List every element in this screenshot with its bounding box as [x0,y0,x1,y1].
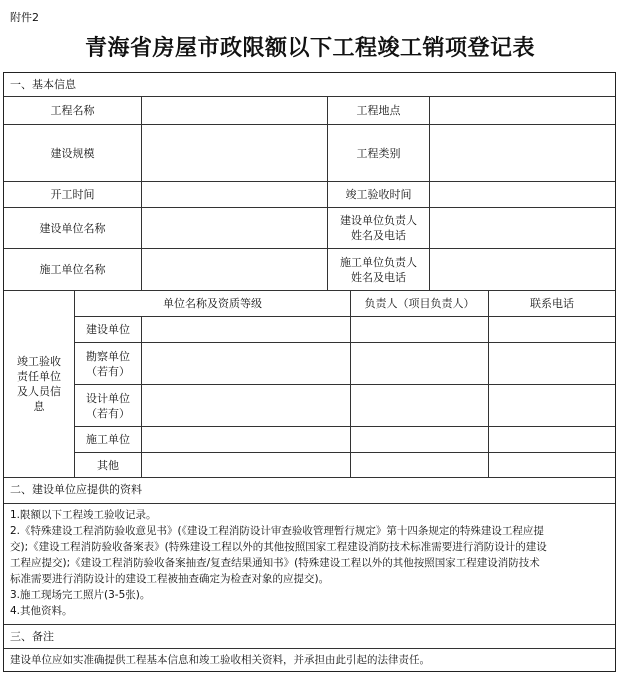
rule-7 [74,316,615,317]
attachment-label: 附件2 [10,11,39,24]
builder-contact-line-1: 建设单位负责人 [340,214,417,227]
contractor-contact-line-2: 姓名及电话 [351,270,406,284]
materials-line-2: 2.《特殊建设工程消防验收意见书》(《建设工程消防设计审查验收管理暂行规定》第十四条规定的特殊建设工程应提 [10,525,544,537]
builder-contact-label [328,208,429,248]
start-time-label: 开工时间 [50,188,95,201]
rule-8 [74,342,615,343]
col-rule-1 [141,96,142,290]
responsibility-line-2: 责任单位 [17,370,61,383]
row-contractor-label: 施工单位 [86,433,130,446]
row-surveyor-line-2: （若有） [86,364,130,378]
materials-line-4: 工程应提交);《建设工程消防验收备案抽查/复查结果通知书》(特殊建设工程以外的其他按照国家工程建设消防技术 [10,557,540,569]
col-phone-header: 联系电话 [530,297,574,310]
rule-10 [74,426,615,427]
remarks-header: 三、备注 [10,630,54,643]
responsibility-line-4: 息 [33,400,45,413]
contractor-contact-line-1: 施工单位负责人 [340,255,417,269]
materials-list [10,507,610,619]
row-surveyor-line-1: 勘察单位 [86,349,130,363]
responsibility-line-3: 及人员信 [17,385,61,398]
materials-line-7: 4.其他资料。 [10,605,73,617]
rule-9 [74,384,615,385]
project-category-label: 工程类别 [356,146,401,160]
rule-11 [74,452,615,453]
basic-info-header: 一、基本信息 [10,78,76,91]
builder-name-label: 建设单位名称 [39,221,106,235]
registration-form [3,72,616,672]
row-designer-line-2: （若有） [86,406,130,420]
rule-12 [4,477,615,478]
row-surveyor-label [75,343,141,384]
project-location-label: 工程地点 [356,104,401,117]
rule-15 [4,648,615,649]
row-builder-label: 建设单位 [86,323,130,336]
row-designer-line-1: 设计单位 [86,391,130,405]
rule-13 [4,503,615,504]
col-rule-6 [350,290,351,477]
document-title: 青海省房屋市政限额以下工程竣工销项登记表 [84,35,535,61]
project-name-label: 工程名称 [50,104,95,117]
rule-14 [4,624,615,625]
contractor-name-label: 施工单位名称 [39,263,106,276]
remarks-text: 建设单位应如实准确提供工程基本信息和竣工验收相关资料，并承担由此引起的法律责任。 [10,654,430,666]
builder-contact-line-2: 姓名及电话 [351,229,406,242]
materials-line-3: 交);《建设工程消防验收备案表》(特殊建设工程以外的其他按照国家工程建设消防技术标准需要进行消防设计的建设 [10,541,547,553]
col-rule-5 [141,316,142,477]
materials-line-5: 标准需要进行消防设计的建设工程被抽查确定为检查对象的应提交)。 [10,573,330,585]
col-rule-7 [488,290,489,477]
materials-line-1: 1.限额以下工程竣工验收记录。 [10,509,157,521]
row-other-label: 其他 [97,458,119,472]
col-rule-3 [429,96,430,290]
contractor-contact-label [328,249,429,290]
construction-scale-label: 建设规模 [50,146,95,160]
col-person-header: 负责人（项目负责人） [364,297,475,310]
acceptance-time-label: 竣工验收时间 [345,188,412,201]
col-unit-header: 单位名称及资质等级 [163,297,262,310]
row-designer-label [75,385,141,426]
materials-header: 二、建设单位应提供的资料 [10,483,142,496]
responsibility-label [4,291,74,477]
responsibility-line-1: 竣工验收 [17,355,61,368]
materials-line-6: 3.施工现场完工照片(3-5张)。 [10,589,151,601]
